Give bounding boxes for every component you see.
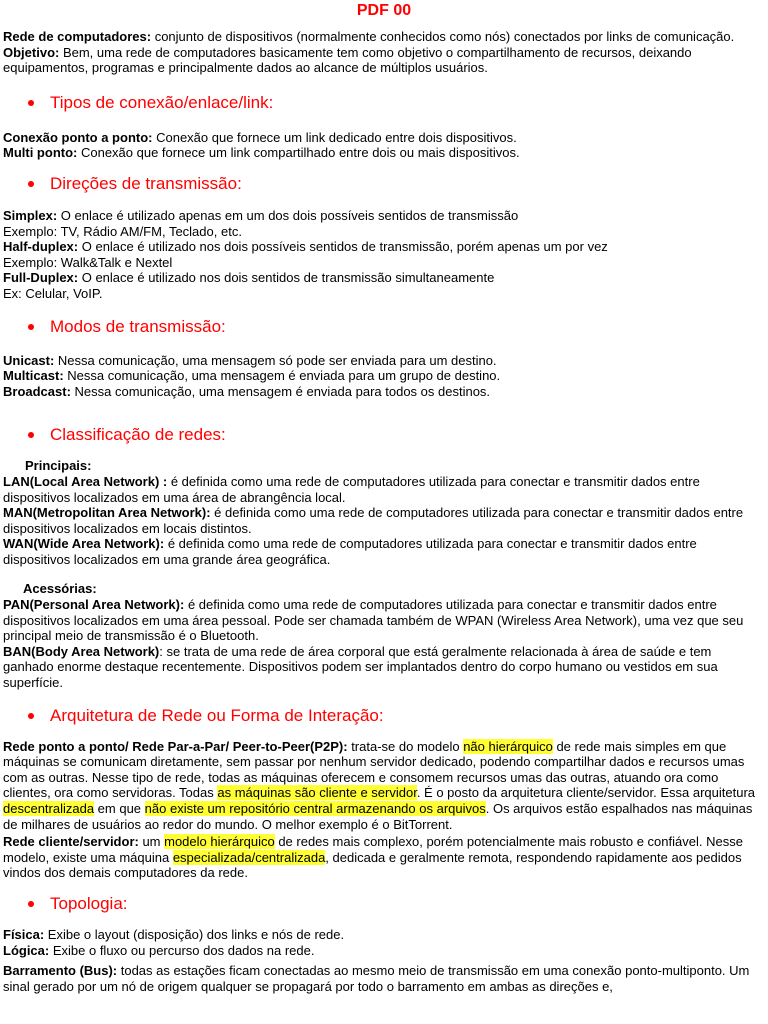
item-broadcast	[3, 384, 765, 400]
definition-text: Bem, uma rede de computadores basicamente tem como objetivo o compartilhamento de recursos, deixando equipamentos, programas e principalmente dados ao alcance de múltiplos usuários.	[3, 44, 692, 76]
item-simplex	[3, 208, 765, 224]
term: Lógica:	[3, 942, 50, 958]
term: Rede ponto a ponto/ Rede Par-a-Par/ Peer-to-Peer(P2P):	[3, 738, 348, 754]
definition-text: Conexão que fornece um link dedicado entre dois dispositivos.	[152, 129, 517, 145]
term: Broadcast:	[3, 383, 71, 399]
item-pan	[3, 597, 765, 644]
definition-text: O enlace é utilizado nos dois possíveis sentidos de transmissão, porém apenas um por vez	[78, 239, 608, 255]
section-heading-tipos-conexao: Tipos de conexão/enlace/link:	[24, 92, 768, 114]
example-full-duplex: Ex: Celular, VoIP.	[3, 285, 103, 301]
item-multicast	[3, 368, 765, 384]
term: PAN(Personal Area Network):	[3, 597, 185, 613]
definition-text: é definida como uma rede de computadores utilizada para conectar e transmitir dados entre dispositivos localizados em uma grande área geográfica.	[3, 536, 697, 567]
definition-text: Exibe o fluxo ou percurso dos dados na rede.	[49, 942, 315, 958]
term: Física:	[3, 926, 45, 942]
highlight: descentralizada	[3, 801, 95, 816]
section-heading-direcoes: Direções de transmissão:	[24, 173, 768, 195]
example-half-duplex: Exemplo: Walk&Talk e Nextel	[3, 254, 173, 270]
definition-text: é definida como uma rede de computadores utilizada para conectar e transmitir dados entre dispositivos localizados em uma área de abrangência local.	[3, 473, 700, 505]
highlight: não hierárquico	[463, 738, 553, 754]
definition-text: Nessa comunicação, uma mensagem é enviada para um grupo de destino.	[63, 368, 501, 384]
document-title: PDF 00	[356, 2, 412, 19]
item-multi-ponto	[3, 145, 765, 161]
item-fisica	[3, 927, 765, 943]
item-barramento	[3, 963, 765, 994]
term: Unicast:	[3, 352, 55, 368]
term: Full-Duplex:	[3, 270, 79, 286]
subheading-acessorias: Acessórias:	[23, 581, 97, 597]
item-half-duplex	[3, 239, 765, 255]
item-wan	[3, 536, 765, 567]
term: Simplex:	[3, 207, 58, 223]
item-cliente-servidor: Rede cliente/servidor: um modelo hierárquico de redes mais complexo, porém potencialmente mais robusto e confiável. Nesse modelo, existe uma máquina especializada/centralizada, dedicada e geralmente remota, respondendo rapidamente aos pedidos vindos dos demais computadores da rede.	[3, 834, 743, 881]
definition-text: é definida como uma rede de computadores utilizada para conectar e transmitir dados entre dispositivos localizados em locais distintos.	[3, 505, 744, 536]
term: Conexão ponto a ponto:	[3, 129, 153, 145]
highlight: as máquinas são cliente e servidor	[217, 785, 417, 801]
highlight: especializada/centralizada	[172, 849, 326, 865]
term: Objetivo:	[3, 44, 60, 60]
bullet-icon	[28, 901, 34, 907]
term: Half-duplex:	[3, 239, 79, 255]
definition-text: Nessa comunicação, uma mensagem só pode ser enviada para um destino.	[54, 352, 497, 368]
subheading-principais: Principais:	[25, 458, 92, 474]
section-heading-classificacao: Classificação de redes:	[24, 424, 768, 446]
bullet-icon	[28, 181, 34, 187]
bullet-icon	[28, 432, 34, 438]
item-logica	[3, 943, 765, 959]
highlight: não existe um repositório central armazenando os arquivos	[144, 801, 486, 816]
definition-text: Nessa comunicação, uma mensagem é enviada para todos os destinos.	[70, 383, 491, 399]
term: Multi ponto:	[3, 145, 78, 161]
definition-text: Conexão que fornece um link compartilhado entre dois ou mais dispositivos.	[77, 145, 520, 161]
bullet-icon	[28, 324, 34, 330]
item-p2p: Rede ponto a ponto/ Rede Par-a-Par/ Peer-to-Peer(P2P): trata-se do modelo não hierárquico de rede mais simples em que máquinas se comunicam diretamente, sem passar por nenhum servidor dedicado, podendo compartilhar dados e recursos umas com as outras. Nesse tipo de rede, todas as máquinas oferecem e consomem recursos umas das outras, atuando ora como clientes, ora como servidoras. Todas as máquinas são cliente e servidor. É o posto da arquitetura cliente/servidor. Essa arquitetura descentralizada em que não existe um repositório central armazenando os arquivos. Os arquivos estão espalhados nas máquinas de milhares de usuários ao redor do mundo. O melhor exemplo é o BitTorrent.	[3, 738, 756, 832]
term: BAN(Body Area Network)	[3, 643, 160, 659]
section-heading-modos: Modos de transmissão:	[24, 316, 768, 338]
term: LAN(Local Area Network) :	[3, 473, 168, 489]
item-ban	[3, 644, 765, 691]
item-unicast	[3, 353, 765, 369]
definition-text: O enlace é utilizado apenas em um dos dois possíveis sentidos de transmissão	[57, 207, 519, 223]
term: Multicast:	[3, 368, 64, 384]
item-full-duplex	[3, 270, 765, 286]
bullet-icon	[28, 100, 34, 106]
definition-objetivo	[3, 45, 765, 76]
item-lan	[3, 474, 765, 505]
term: Rede de computadores:	[3, 29, 152, 44]
definition-text: : se trata de uma rede de área corporal que está geralmente relacionada à área de saúde e tem ganhado enorme destaque recentemente. Dispositivos podem ser implantados dentro do corpo humano ou vestidos em sua superfície.	[3, 643, 718, 691]
term: WAN(Wide Area Network):	[3, 536, 165, 552]
term: Barramento (Bus):	[3, 963, 118, 979]
definition-text: conjunto de dispositivos (normalmente conhecidos como nós) conectados por links de comunicação.	[151, 29, 735, 44]
highlight: modelo hierárquico	[164, 834, 275, 850]
term: MAN(Metropolitan Area Network):	[3, 505, 211, 521]
item-man	[3, 505, 765, 536]
definition-text: todas as estações ficam conectadas ao mesmo meio de transmissão em uma conexão ponto-multiponto. Um sinal gerado por um nó de origem qualquer se propagará por todo o barramento em ambas as direções e,	[3, 963, 750, 994]
term: Rede cliente/servidor:	[3, 834, 139, 850]
definition-text: O enlace é utilizado nos dois sentidos de transmissão simultaneamente	[78, 270, 495, 286]
section-heading-arquitetura: Arquitetura de Rede ou Forma de Interação:	[24, 705, 768, 727]
example-simplex: Exemplo: TV, Rádio AM/FM, Teclado, etc.	[3, 223, 242, 239]
section-heading-topologia: Topologia:	[24, 893, 768, 915]
definition-text: Exibe o layout (disposição) dos links e nós de rede.	[44, 926, 345, 942]
definition-text: é definida como uma rede de computadores utilizada para conectar e transmitir dados entre dispositivos localizados em uma área pessoal. Pode ser chamada também de WPAN (Wireless Area Network), uma vez que seu principal meio de transmissão é o Bluetooth.	[3, 597, 744, 644]
bullet-icon	[28, 713, 34, 719]
definition-rede	[3, 29, 765, 45]
item-ponto-a-ponto	[3, 130, 765, 146]
